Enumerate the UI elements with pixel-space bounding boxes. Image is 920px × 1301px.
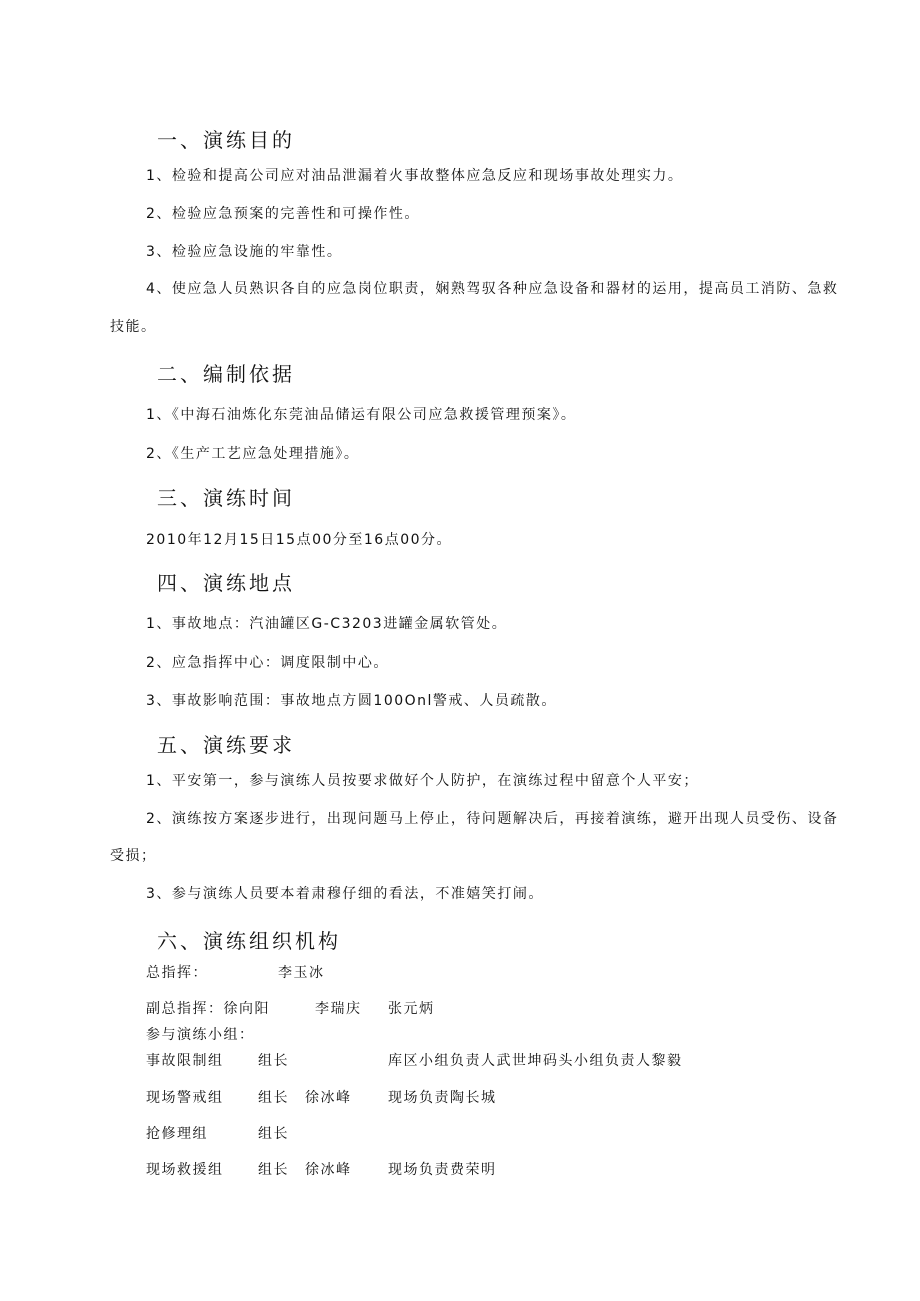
group-role: 组长 xyxy=(258,1090,289,1106)
purpose-item-1: 1、检验和提高公司应对油品泄漏着火事故整体应急反应和现场事故处理实力。 xyxy=(146,168,684,184)
commander-label: 总指挥： xyxy=(146,965,208,981)
deputy-commander-2: 李瑞庆 xyxy=(315,1001,362,1017)
basis-item-2: 2、《生产工艺应急处理措施》。 xyxy=(146,446,360,462)
requirement-item-2: 2、演练按方案逐步进行，出现问题马上停止，待问题解决后，再接着演练，避开出现人员受伤、设备 xyxy=(146,811,839,827)
group-person: 徐冰峰 xyxy=(305,1162,352,1178)
purpose-item-3: 3、检验应急设施的牢靠性。 xyxy=(146,244,343,260)
section-title-requirements: 五、演练要求 xyxy=(157,733,295,757)
section-title-basis: 二、编制依据 xyxy=(157,362,295,386)
group-name: 现场救援组 xyxy=(146,1162,224,1178)
commander-name: 李玉冰 xyxy=(278,965,325,981)
deputy-commander: 副总指挥：徐向阳 xyxy=(146,1001,270,1017)
drill-time: 2010年12月15日15点00分至16点00分。 xyxy=(146,532,453,548)
group-name: 现场警戒组 xyxy=(146,1090,224,1106)
requirement-item-1: 1、平安第一，参与演练人员按要求做好个人防护，在演练过程中留意个人平安； xyxy=(146,773,699,789)
section-title-time: 三、演练时间 xyxy=(157,486,295,510)
location-item-2: 2、应急指挥中心：调度限制中心。 xyxy=(146,655,389,671)
group-note: 现场负责陶长城 xyxy=(388,1090,497,1106)
section-title-organization: 六、演练组织机构 xyxy=(157,929,341,953)
group-role: 组长 xyxy=(258,1126,289,1142)
deputy-commander-3: 张元炳 xyxy=(388,1001,435,1017)
location-item-3: 3、事故影响范围：事故地点方圆100Onl警戒、人员疏散。 xyxy=(146,693,557,709)
requirement-item-2-continued: 受损； xyxy=(110,848,157,864)
group-note: 现场负责费荣明 xyxy=(388,1162,497,1178)
group-note: 库区小组负责人武世坤码头小组负责人黎毅 xyxy=(388,1053,683,1069)
section-title-location: 四、演练地点 xyxy=(157,571,295,595)
groups-label: 参与演练小组： xyxy=(146,1027,255,1043)
group-role: 组长 xyxy=(258,1053,289,1069)
requirement-item-3: 3、参与演练人员要本着肃穆仔细的看法，不准嬉笑打闹。 xyxy=(146,886,544,902)
section-title-purpose: 一、演练目的 xyxy=(157,128,295,152)
purpose-item-4-continued: 技能。 xyxy=(110,319,157,335)
basis-item-1: 1、《中海石油炼化东莞油品储运有限公司应急救援管理预案》。 xyxy=(146,407,577,423)
group-name: 抢修理组 xyxy=(146,1126,208,1142)
location-item-1: 1、事故地点：汽油罐区G-C3203进罐金属软管处。 xyxy=(146,616,508,632)
group-name: 事故限制组 xyxy=(146,1053,224,1069)
purpose-item-2: 2、检验应急预案的完善性和可操作性。 xyxy=(146,206,420,222)
group-person: 徐冰峰 xyxy=(305,1090,352,1106)
purpose-item-4: 4、使应急人员熟识各自的应急岗位职责，娴熟驾驭各种应急设备和器材的运用，提高员工消防、急救 xyxy=(146,281,839,297)
group-role: 组长 xyxy=(258,1162,289,1178)
